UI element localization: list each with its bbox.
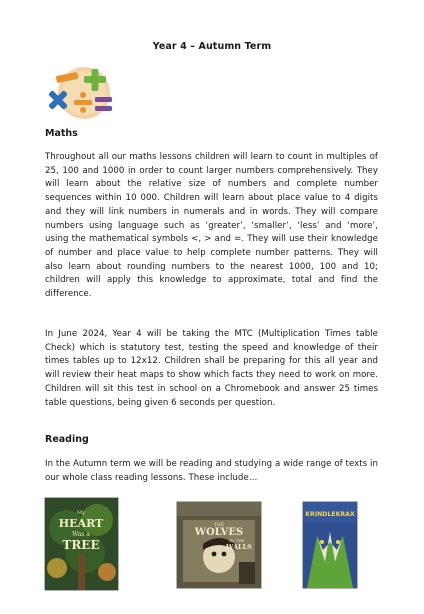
book-1-title-line-4: TREE [62, 538, 100, 552]
book-cover-my-heart-was-a-tree [45, 498, 118, 590]
book-cover-krindlekrax [303, 502, 357, 588]
book-1-title-line-2: HEART [58, 517, 104, 530]
maths-paragraph-2: In June 2024, Year 4 will be taking the MTC (Multiplication Times table Check) which is statutory test, testing the speed and knowledge of their times tables up to 12x12. Children shall be preparing for this all year and will review their heat maps to show which facts they need to work on more. Children will sit this test in school on a Chromebook and answer 25 times table questions, being given 6 seconds per question. [45, 329, 378, 408]
book-2-title-line-2: WOLVES [194, 527, 244, 538]
maths-heading: Maths [45, 128, 78, 139]
page-title: Year 4 – Autumn Term [152, 41, 272, 52]
reading-paragraph: In the Autumn term we will be reading and studying a wide range of texts in our whole class reading lessons. These include… [45, 459, 378, 483]
maths-paragraph-1: Throughout all our maths lessons children will learn to count in multiples of 25, 100 and 1000 in order to count larger numbers comprehensively. They will learn about the relative size of numbers and complete number sequences within 10 000. Children will learn about place value to 4 digits and they will link numbers in numerals and in words. They will compare numbers using language such as ‘greater’, ‘smaller’, ‘less’ and ‘more’, using the mathematical symbols <, > and =. They will use their knowledge of number and place value to help complete number patterns. They will also learn about rounding numbers to the nearest 1000, 100 and 10; children will apply this knowledge to approximate, total and find the difference. [45, 152, 378, 300]
book-2-title-line-4: WALLS [226, 543, 252, 551]
book-2-title-line-1: THE [213, 523, 225, 528]
maths-symbols-icon [44, 66, 116, 120]
reading-heading: Reading [45, 434, 89, 445]
book-2-title-line-3: IN THE [229, 538, 245, 543]
book-1-title-line-3: Was a [72, 531, 90, 538]
book-3-title: KRINDLEKRAX [305, 511, 355, 518]
book-1-title-line-1: My [77, 510, 85, 516]
book-cover-the-wolves-in-the-walls [177, 502, 261, 588]
